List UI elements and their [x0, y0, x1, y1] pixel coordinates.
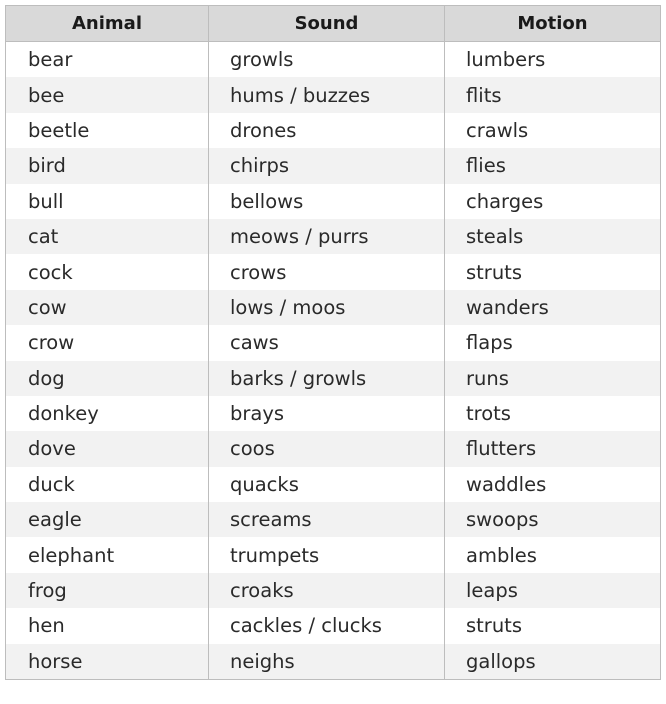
motion-cell: flies	[445, 148, 661, 183]
sound-cell: crows	[209, 254, 445, 289]
table-header	[6, 6, 661, 42]
sound-cell: trumpets	[209, 537, 445, 572]
table-row	[6, 184, 661, 219]
animal-cell: eagle	[6, 502, 209, 537]
sound-cell: meows / purrs	[209, 219, 445, 254]
motion-cell: steals	[445, 219, 661, 254]
animal-sounds-motions-sheet	[5, 5, 660, 680]
animal-cell: cow	[6, 290, 209, 325]
motion-cell: flits	[445, 77, 661, 112]
animal-cell: dog	[6, 361, 209, 396]
motion-cell: flutters	[445, 431, 661, 466]
sound-cell: brays	[209, 396, 445, 431]
sound-cell: drones	[209, 113, 445, 148]
sound-cell: screams	[209, 502, 445, 537]
sound-cell: coos	[209, 431, 445, 466]
animal-cell: bee	[6, 77, 209, 112]
table-row	[6, 431, 661, 466]
motion-cell: leaps	[445, 573, 661, 608]
table-row	[6, 219, 661, 254]
sound-cell: neighs	[209, 644, 445, 680]
table-row	[6, 537, 661, 572]
animal-cell: frog	[6, 573, 209, 608]
table-row	[6, 361, 661, 396]
table-row	[6, 573, 661, 608]
motion-cell: runs	[445, 361, 661, 396]
motion-cell: struts	[445, 254, 661, 289]
header-row	[6, 6, 661, 42]
sound-cell: growls	[209, 42, 445, 78]
table-row	[6, 396, 661, 431]
animal-cell: crow	[6, 325, 209, 360]
sound-cell: quacks	[209, 467, 445, 502]
table-body	[6, 42, 661, 680]
sound-cell: hums / buzzes	[209, 77, 445, 112]
animal-cell: bull	[6, 184, 209, 219]
motion-cell: wanders	[445, 290, 661, 325]
sound-cell: lows / moos	[209, 290, 445, 325]
animal-cell: bird	[6, 148, 209, 183]
table-row	[6, 502, 661, 537]
animal-cell: bear	[6, 42, 209, 78]
motion-cell: flaps	[445, 325, 661, 360]
table-row	[6, 77, 661, 112]
header-sound: Sound	[209, 6, 445, 42]
table-row	[6, 42, 661, 78]
animal-cell: horse	[6, 644, 209, 680]
table-row	[6, 467, 661, 502]
sound-cell: bellows	[209, 184, 445, 219]
animal-cell: cock	[6, 254, 209, 289]
animal-cell: elephant	[6, 537, 209, 572]
motion-cell: swoops	[445, 502, 661, 537]
motion-cell: crawls	[445, 113, 661, 148]
motion-cell: gallops	[445, 644, 661, 680]
header-animal: Animal	[6, 6, 209, 42]
sound-cell: chirps	[209, 148, 445, 183]
sound-cell: barks / growls	[209, 361, 445, 396]
table-row	[6, 608, 661, 643]
table-row	[6, 113, 661, 148]
animal-cell: duck	[6, 467, 209, 502]
animal-cell: cat	[6, 219, 209, 254]
motion-cell: charges	[445, 184, 661, 219]
motion-cell: trots	[445, 396, 661, 431]
motion-cell: struts	[445, 608, 661, 643]
motion-cell: waddles	[445, 467, 661, 502]
animal-table	[5, 5, 661, 680]
table-row	[6, 148, 661, 183]
animal-cell: donkey	[6, 396, 209, 431]
table-row	[6, 254, 661, 289]
animal-cell: beetle	[6, 113, 209, 148]
sound-cell: croaks	[209, 573, 445, 608]
table-row	[6, 644, 661, 680]
motion-cell: ambles	[445, 537, 661, 572]
animal-cell: dove	[6, 431, 209, 466]
header-motion: Motion	[445, 6, 661, 42]
table-row	[6, 290, 661, 325]
motion-cell: lumbers	[445, 42, 661, 78]
sound-cell: caws	[209, 325, 445, 360]
table-row	[6, 325, 661, 360]
sound-cell: cackles / clucks	[209, 608, 445, 643]
animal-cell: hen	[6, 608, 209, 643]
